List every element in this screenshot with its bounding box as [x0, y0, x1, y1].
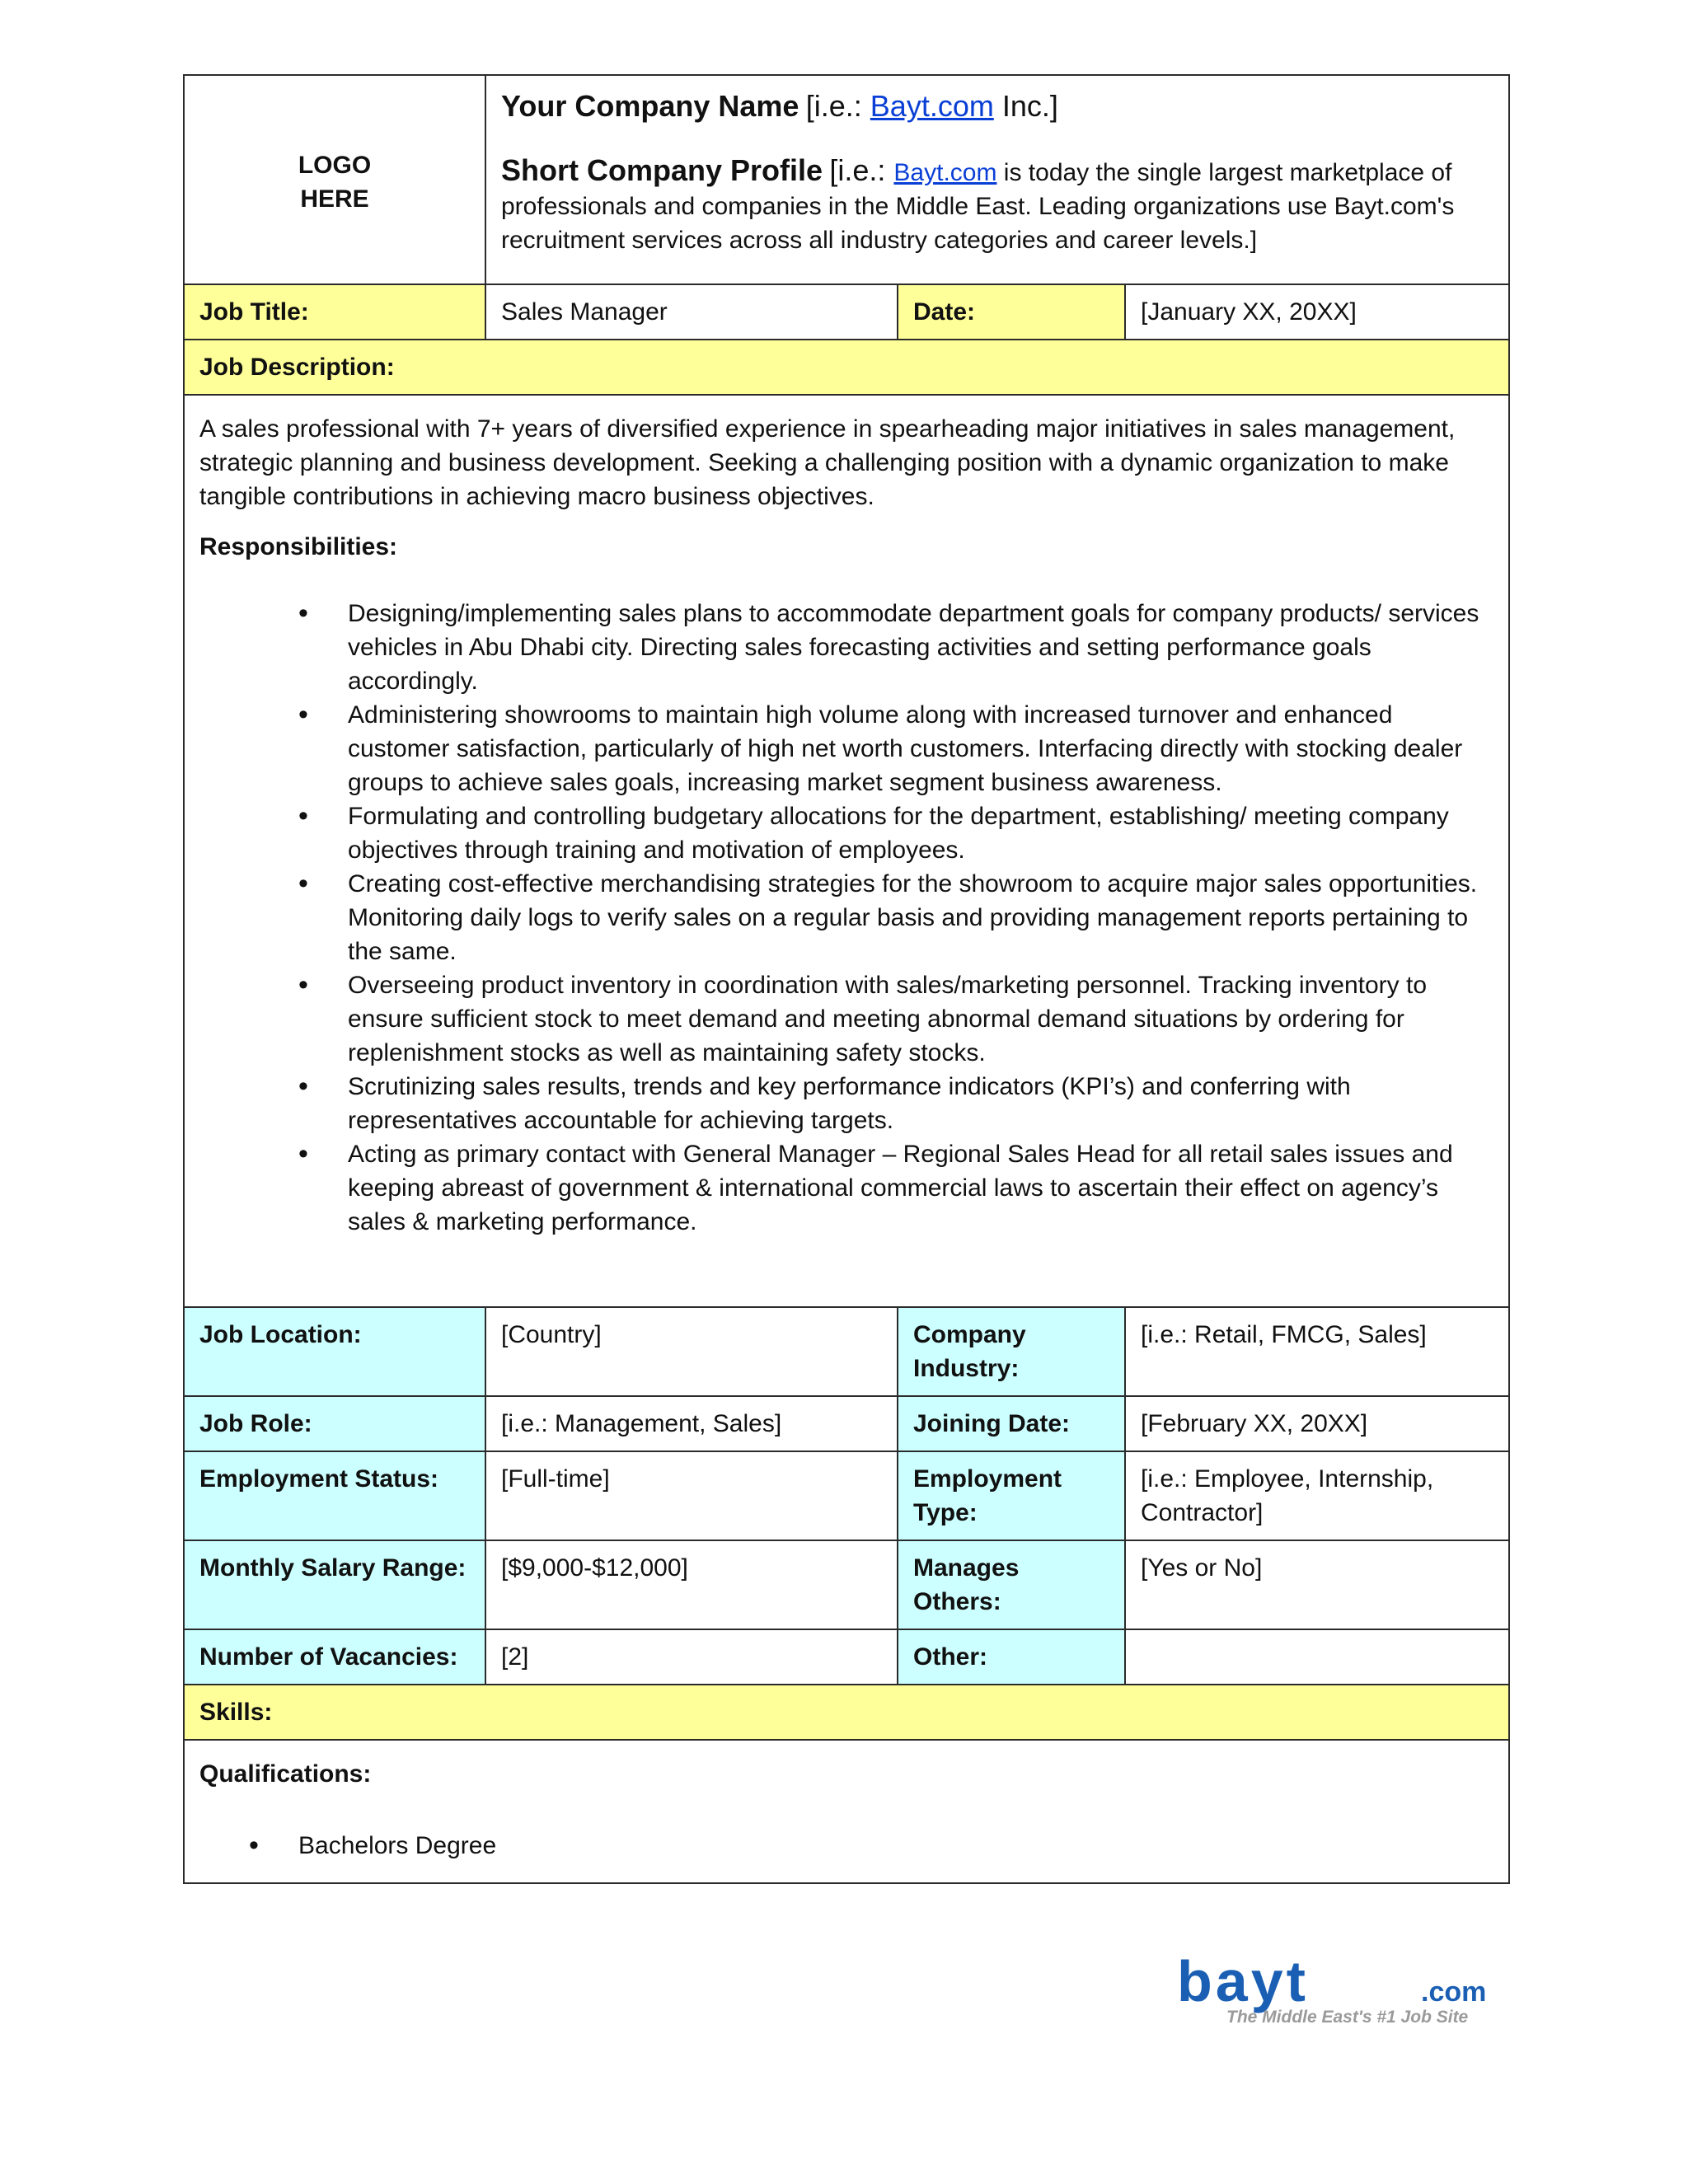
skills-label: Skills:	[184, 1685, 1509, 1740]
date-label: Date:	[898, 284, 1125, 340]
bayt-logo-suffix: .com	[1421, 1976, 1487, 2008]
job-location-label: Job Location:	[184, 1307, 485, 1396]
manages-others-value: [Yes or No]	[1125, 1540, 1509, 1629]
vacancies-label: Number of Vacancies:	[184, 1629, 485, 1685]
job-description-text: A sales professional with 7+ years of diversified experience in spearheading major initiatives in sales management, strategic planning and business development. Seeking a challenging position with a dynamic organization to make tangible contributions in achieving macro business objectives.	[199, 415, 1456, 510]
other-value	[1125, 1629, 1509, 1685]
joining-date-value: [February XX, 20XX]	[1125, 1396, 1509, 1451]
skills-body	[184, 1740, 1509, 1883]
employment-type-label: Employment Type:	[898, 1451, 1125, 1540]
date-value: [January XX, 20XX]	[1125, 284, 1509, 340]
company-name-prefix: [i.e.:	[805, 89, 870, 123]
list-item: • Administering showrooms to maintain high volume along with increased turnover and enhanced customer satisfaction, particularly of high net worth customers. Interfacing directly with stocking dealer groups to achieve sales goals, increasing market segment business awareness.	[348, 698, 1493, 799]
company-name-link[interactable]: Bayt.com	[870, 89, 994, 123]
responsibilities-list	[199, 597, 1493, 1239]
job-description-label: Job Description:	[184, 340, 1509, 395]
bayt-tagline: The Middle East's #1 Job Site	[1226, 2008, 1469, 2027]
company-industry-value: [i.e.: Retail, FMCG, Sales]	[1125, 1307, 1509, 1396]
salary-range-label: Monthly Salary Range:	[184, 1540, 485, 1629]
qualifications-label: Qualifications:	[199, 1760, 372, 1788]
other-label: Other:	[898, 1629, 1125, 1685]
job-role-value: [i.e.: Management, Sales]	[485, 1396, 898, 1451]
responsibilities-label: Responsibilities:	[199, 533, 398, 560]
list-item: • Acting as primary contact with General Manager – Regional Sales Head for all retail sales issues and keeping abreast of government & international commercial laws to ascertain their effect on agency’s sales & marketing performance.	[348, 1137, 1493, 1239]
company-profile-link[interactable]: Bayt.com	[893, 159, 997, 186]
company-profile-prefix: [i.e.:	[829, 153, 894, 187]
salary-range-value: [$9,000-$12,000]	[485, 1540, 898, 1629]
job-description-body	[184, 395, 1509, 1307]
company-name-label: Your Company Name	[501, 89, 799, 123]
company-industry-label: Company Industry:	[898, 1307, 1125, 1396]
list-item: • Overseeing product inventory in coordination with sales/marketing personnel. Tracking inventory to ensure sufficient stock to meet demand and meeting abnormal demand situations by ordering for replenishment stocks as well as maintaining safety stocks.	[348, 968, 1493, 1070]
manages-others-label: Manages Others:	[898, 1540, 1125, 1629]
bayt-logo-text: bayt	[1177, 1953, 1309, 2013]
list-item: • Formulating and controlling budgetary allocations for the department, establishing/ meeting company objectives through training and motivation of employees.	[348, 799, 1493, 867]
logo-placeholder	[184, 75, 485, 284]
company-name-suffix: Inc.]	[993, 89, 1058, 123]
job-location-value: [Country]	[485, 1307, 898, 1396]
job-description-table	[183, 74, 1510, 1884]
company-profile-label: Short Company Profile	[501, 153, 823, 187]
vacancies-value: [2]	[485, 1629, 898, 1685]
job-description-document	[183, 74, 1508, 1884]
joining-date-label: Joining Date:	[898, 1396, 1125, 1451]
logo-line-2: HERE	[300, 185, 369, 213]
list-item: • Designing/implementing sales plans to accommodate department goals for company products/ services vehicles in Abu Dhabi city. Directing sales forecasting activities and setting performance goals accordingly.	[348, 597, 1493, 698]
company-profile-text: is today the single largest marketplace of professionals and companies in the Middle East. Leading organizations use Bayt.com's recruitment services across all industry categories and career levels.]	[501, 159, 1455, 254]
employment-status-value: [Full-time]	[485, 1451, 898, 1540]
list-item: • Scrutinizing sales results, trends and key performance indicators (KPI’s) and conferring with representatives accountable for achieving targets.	[348, 1070, 1493, 1137]
employment-status-label: Employment Status:	[184, 1451, 485, 1540]
company-info	[485, 75, 1509, 284]
list-item: • Bachelors Degree	[298, 1829, 1493, 1863]
job-title-label: Job Title:	[184, 284, 485, 340]
job-title-value: Sales Manager	[485, 284, 898, 340]
logo-line-1: LOGO	[298, 152, 372, 179]
job-role-label: Job Role:	[184, 1396, 485, 1451]
list-item: • Creating cost-effective merchandising strategies for the showroom to acquire major sales opportunities. Monitoring daily logs to verify sales on a regular basis and providing management reports pertaining to the same.	[348, 867, 1493, 968]
qualifications-list	[199, 1829, 1493, 1863]
employment-type-value: [i.e.: Employee, Internship, Contractor]	[1125, 1451, 1509, 1540]
